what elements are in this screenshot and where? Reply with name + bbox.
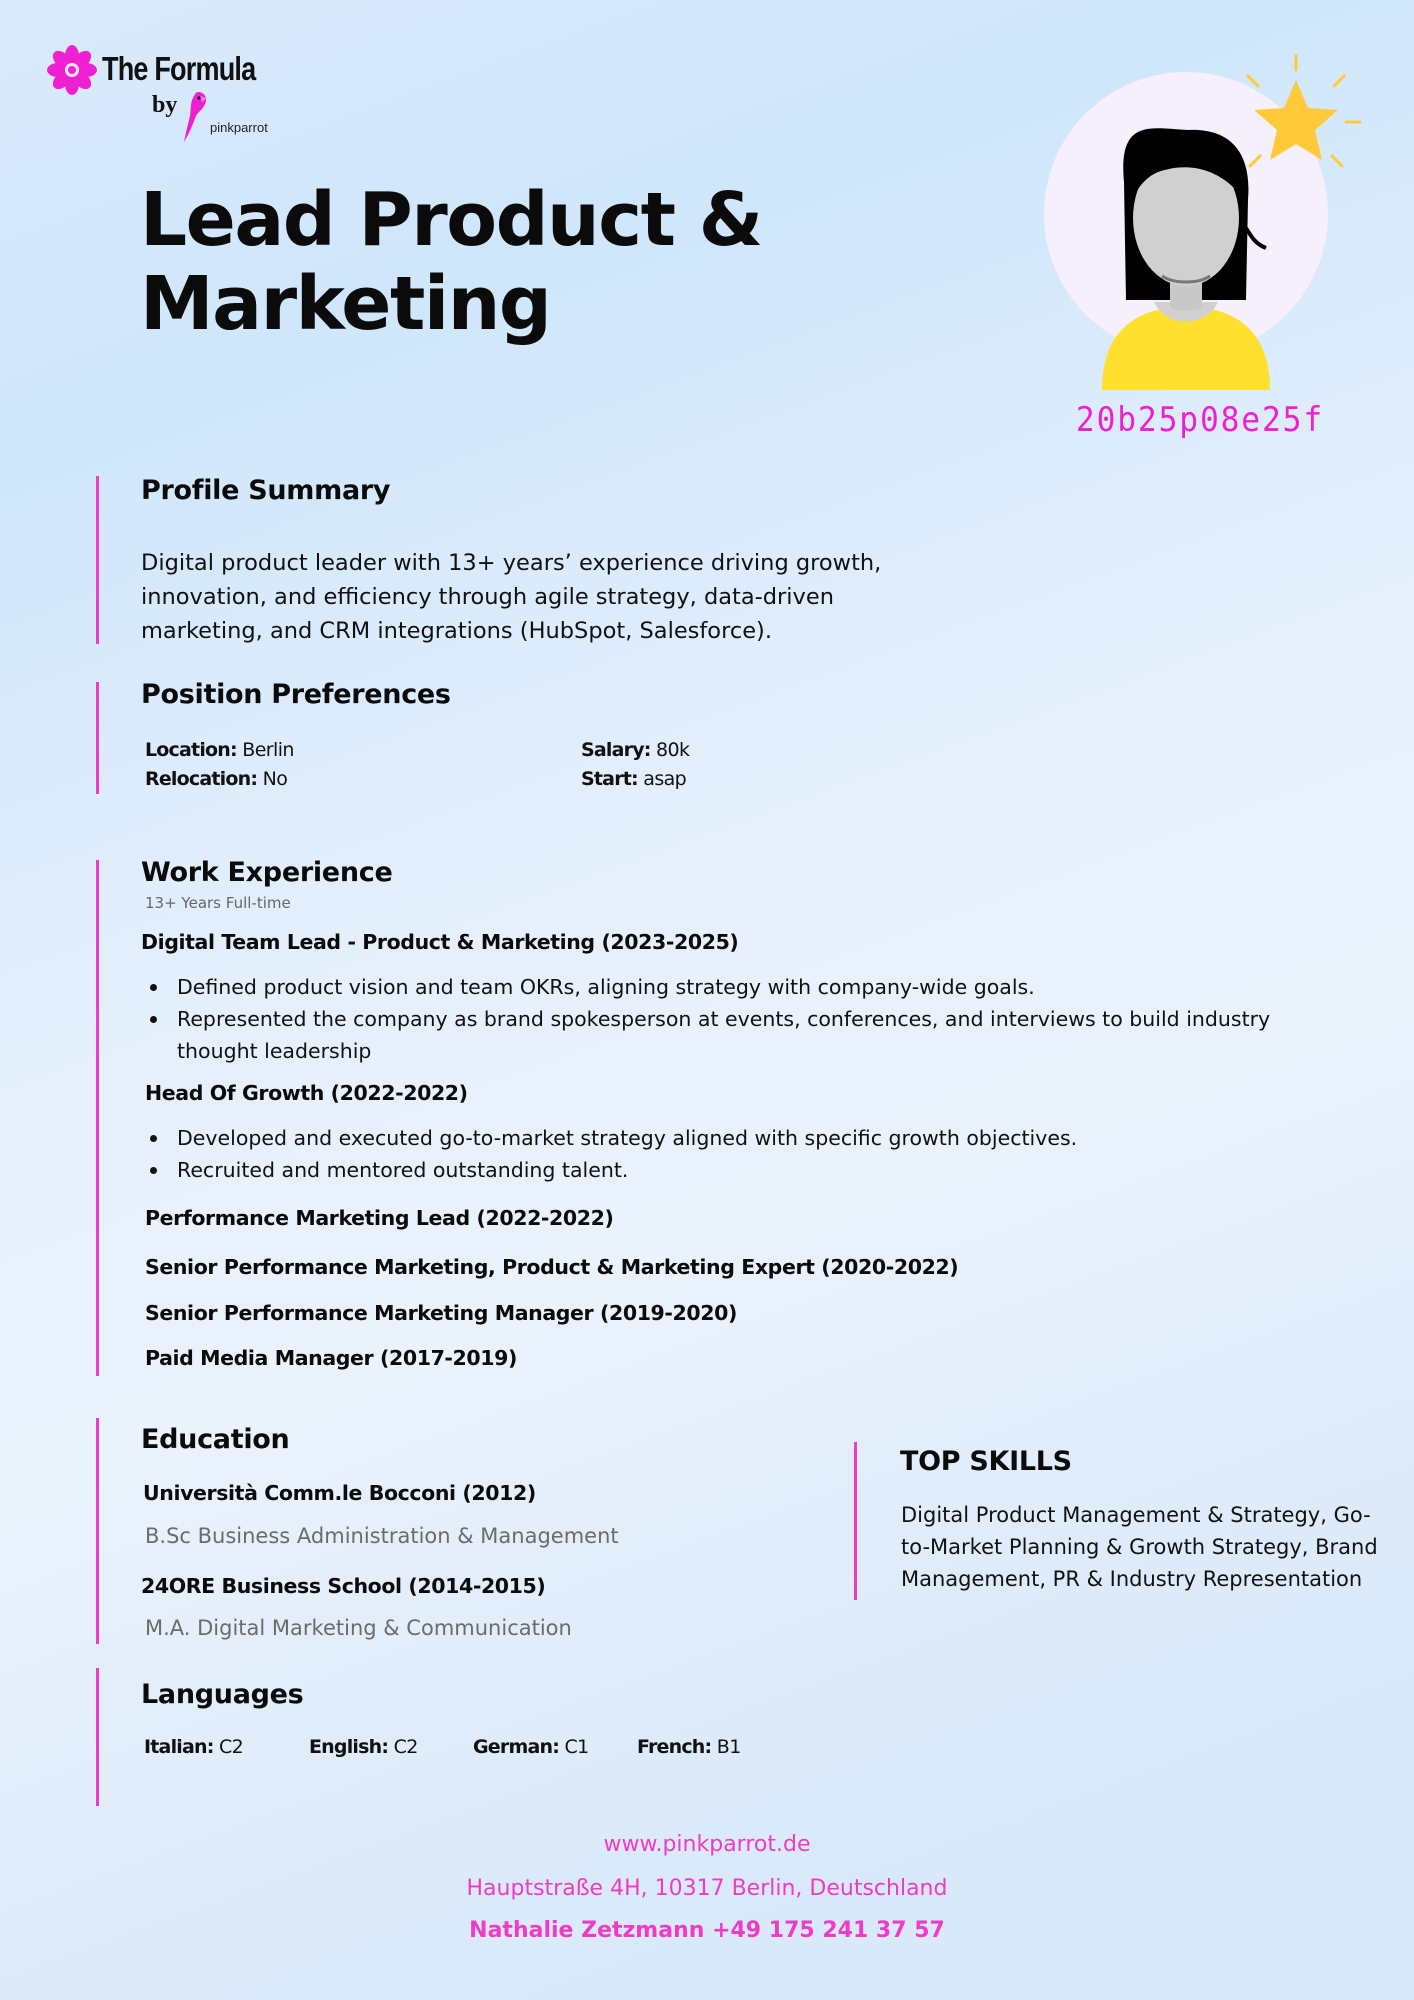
job-bullets <box>141 1122 1271 1186</box>
section-accent-bar <box>96 476 99 644</box>
language-level: B1 <box>716 1736 741 1758</box>
location-label: Location: <box>145 739 237 761</box>
title-line-2: Marketing <box>140 261 551 347</box>
language-level: C2 <box>219 1736 244 1758</box>
flower-icon <box>46 44 98 96</box>
list-item: Recruited and mentored outstanding talent. <box>141 1154 1271 1186</box>
relocation-label: Relocation: <box>145 768 258 790</box>
list-item: Represented the company as brand spokesperson at events, conferences, and interviews to build industry thought leadership <box>141 1003 1271 1067</box>
location-value: Berlin <box>242 739 294 761</box>
list-item: Developed and executed go-to-market strategy aligned with specific growth objectives. <box>141 1122 1271 1154</box>
language-label: French: <box>637 1736 712 1758</box>
experience-subtitle: 13+ Years Full-time <box>145 894 291 912</box>
website-link[interactable]: www.pinkparrot.de <box>603 1832 811 1857</box>
job-title: Performance Marketing Lead (2022-2022) <box>145 1206 614 1230</box>
education-heading: Education <box>141 1424 290 1455</box>
start-value: asap <box>643 768 687 790</box>
relocation-value: No <box>262 768 288 790</box>
job-title: Head Of Growth (2022-2022) <box>145 1081 468 1105</box>
list-item: Defined product vision and team OKRs, aligning strategy with company-wide goals. <box>141 971 1271 1003</box>
language-english <box>309 1736 418 1758</box>
experience-heading: Work Experience <box>141 857 393 888</box>
language-label: Italian: <box>144 1736 214 1758</box>
degree-name: B.Sc Business Administration & Management <box>145 1524 619 1548</box>
logo-by: by <box>152 92 178 118</box>
contact-line: Nathalie Zetzmann +49 175 241 37 57 <box>469 1918 945 1943</box>
logo-title: The Formula <box>102 50 256 87</box>
profile-line: Digital product leader with 13+ years’ experience driving growth, <box>141 550 882 576</box>
avatar <box>1040 52 1370 392</box>
job-title: Paid Media Manager (2017-2019) <box>145 1346 517 1370</box>
location-field <box>145 739 294 761</box>
salary-label: Salary: <box>581 739 651 761</box>
section-accent-bar <box>96 860 99 1376</box>
section-accent-bar <box>96 1418 99 1644</box>
job-title: Senior Performance Marketing, Product & Marketing Expert (2020-2022) <box>145 1255 959 1279</box>
parrot-icon <box>176 88 210 144</box>
language-german <box>473 1736 589 1758</box>
preferences-heading: Position Preferences <box>141 679 451 710</box>
profile-line: marketing, and CRM integrations (HubSpot, Salesforce). <box>141 618 772 644</box>
degree-name: M.A. Digital Marketing & Communication <box>145 1616 572 1640</box>
section-accent-bar <box>96 1668 99 1806</box>
skills-line: Management, PR & Industry Representation <box>901 1567 1363 1591</box>
language-italian <box>144 1736 243 1758</box>
start-label: Start: <box>581 768 638 790</box>
school-name: 24ORE Business School (2014-2015) <box>141 1574 546 1598</box>
company-address: Hauptstraße 4H, 10317 Berlin, Deutschland <box>466 1876 948 1901</box>
start-field <box>581 768 686 790</box>
person-icon <box>1102 128 1270 390</box>
profile-heading: Profile Summary <box>141 475 391 506</box>
candidate-code: 20b25p08e25f <box>1075 400 1324 440</box>
salary-value: 80k <box>656 739 690 761</box>
salary-field <box>581 739 689 761</box>
language-label: English: <box>309 1736 389 1758</box>
job-bullets <box>141 971 1271 1067</box>
section-accent-bar <box>96 682 99 794</box>
language-level: C1 <box>564 1736 589 1758</box>
languages-heading: Languages <box>141 1679 304 1710</box>
skills-line: Digital Product Management & Strategy, Go- <box>901 1503 1371 1527</box>
logo-brand: pinkparrot <box>210 120 268 135</box>
language-french <box>637 1736 741 1758</box>
language-label: German: <box>473 1736 559 1758</box>
relocation-field <box>145 768 287 790</box>
job-title: Senior Performance Marketing Manager (2019-2020) <box>145 1301 737 1325</box>
school-name: Università Comm.le Bocconi (2012) <box>143 1481 536 1505</box>
page-title <box>140 178 762 346</box>
profile-summary <box>141 546 941 648</box>
job-title: Digital Team Lead - Product & Marketing (2023-2025) <box>141 930 739 954</box>
section-accent-bar <box>854 1442 857 1600</box>
skills-line: to-Market Planning & Growth Strategy, Brand <box>901 1535 1378 1559</box>
language-level: C2 <box>393 1736 418 1758</box>
skills-list <box>901 1499 1401 1595</box>
brand-logo <box>46 44 306 154</box>
profile-line: innovation, and efficiency through agile strategy, data-driven <box>141 584 834 610</box>
skills-heading: TOP SKILLS <box>900 1446 1072 1477</box>
title-line-1: Lead Product & <box>140 177 762 263</box>
